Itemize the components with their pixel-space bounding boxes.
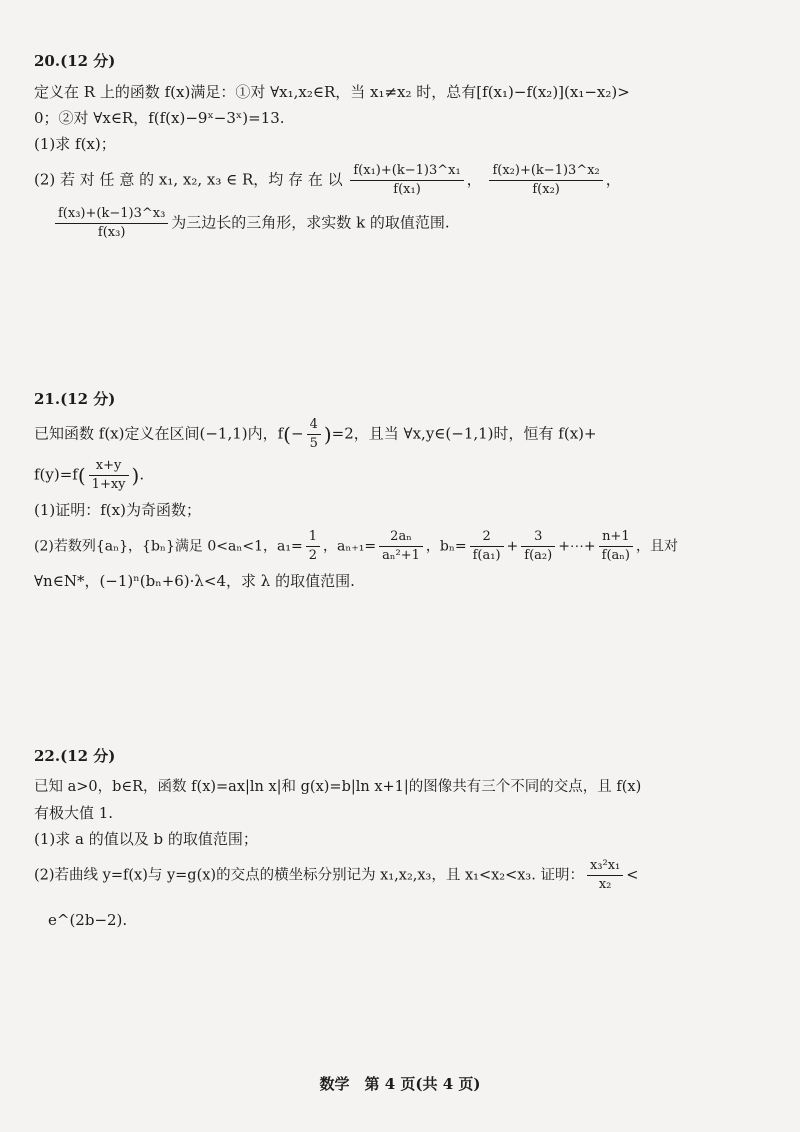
ellipsis-sum: +⋯+ bbox=[558, 538, 596, 555]
problem-21-question-2-line-2: ∀n∈N*，(−1)ⁿ(bₙ+6)·λ<4，求 λ 的取值范围. bbox=[34, 572, 355, 590]
problem-22-statement-line-1: 已知 a>0，b∈R，函数 f(x)=ax|ln x|和 g(x)=b|ln x+1|的图像共有三个不同的交点，且 f(x) bbox=[34, 779, 642, 795]
fraction-term-1 bbox=[470, 529, 504, 564]
side-fraction-2 bbox=[489, 163, 602, 198]
problem-20-question-2-line-1 bbox=[34, 163, 764, 198]
fraction-ratio bbox=[587, 858, 623, 893]
question-2-lead-text: (2) 若 对 任 意 的 x₁, x₂, x₃ ∈ R，均 存 在 以 bbox=[34, 170, 343, 189]
problem-21 bbox=[34, 388, 764, 594]
fraction-numerator: 1 bbox=[306, 529, 320, 547]
statement-text: 已知函数 f(x)定义在区间(−1,1)内，f bbox=[34, 424, 284, 443]
fraction-neg-four-fifths bbox=[307, 417, 321, 452]
fraction-numerator: 3 bbox=[521, 529, 555, 547]
problem-22 bbox=[34, 745, 764, 933]
problem-20-statement-line-1: 定义在 R 上的函数 f(x)满足：①对 ∀x₁,x₂∈R，当 x₁≠x₂ 时，总有[f(x₁)−f(x₂)](x₁−x₂)> bbox=[34, 83, 630, 101]
fraction-numerator: f(x₂)+(k−1)3^x₂ bbox=[489, 163, 602, 181]
problem-21-question-2-line-1: (2)若数列{aₙ}，{bₙ}满足 0<aₙ<1，a₁= $\frac{1}{2}$ ，aₙ₊₁= $\frac{\text{2aₙ}}{\text{aₙ²+1}}$ ，bₙ= $\frac{2}{\text{f(a₁)}}$ + $\frac{3}{\text{f(a₂)}}$ +⋯+ $\frac{n+1}{\text{f(aₙ)}}$ ，且对 bbox=[34, 529, 679, 563]
fraction-numerator: 4 bbox=[307, 417, 321, 435]
fraction-term-n bbox=[599, 529, 633, 564]
problem-22-statement-line-2: 有极大值 1. bbox=[34, 804, 114, 822]
fraction-denominator: f(a₂) bbox=[524, 548, 553, 563]
fraction-numerator: 2aₙ bbox=[379, 529, 423, 547]
fraction-one-half bbox=[306, 529, 320, 564]
problem-21-statement-line-1: 已知函数 f(x)定义在区间(−1,1)内，f(− $\frac{4}{5}$ )=2，且当 ∀x,y∈(−1,1)时，恒有 f(x)+ bbox=[34, 417, 597, 451]
left-paren: ( bbox=[283, 422, 291, 447]
problem-20-header: 20.(12 分) bbox=[34, 52, 116, 70]
fraction-denominator: aₙ²+1 bbox=[382, 548, 420, 563]
fraction-numerator: f(x₃)+(k−1)3^x₃ bbox=[55, 206, 168, 224]
right-paren: ) bbox=[131, 463, 140, 488]
question-text: ，且对 bbox=[636, 538, 679, 555]
question-text: (2)若曲线 y=f(x)与 y=g(x)的交点的横坐标分别记为 x₁,x₂,x₃，且 x₁<x₂<x₃. 证明： bbox=[34, 867, 584, 884]
problem-20 bbox=[34, 50, 764, 241]
separator: ， bbox=[466, 170, 482, 189]
problem-21-statement-line-2 bbox=[34, 458, 764, 493]
side-fraction-1 bbox=[350, 163, 463, 198]
problem-22-question-2-line-1 bbox=[34, 858, 764, 893]
fraction-denominator: 1+xy bbox=[91, 477, 126, 492]
left-paren: ( bbox=[77, 463, 86, 488]
fraction-recurrence bbox=[379, 529, 423, 564]
fraction-denominator: f(x₂) bbox=[532, 182, 560, 197]
statement-text: =2，且当 ∀x,y∈(−1,1)时，恒有 f(x)+ bbox=[331, 424, 597, 443]
page-footer: 数学 第 4 页(共 4 页) bbox=[319, 1075, 481, 1093]
question-text: ，aₙ₊₁= bbox=[322, 538, 377, 555]
fraction-term-2 bbox=[521, 529, 555, 564]
question-2-tail-text: 为三边长的三角形，求实数 k 的取值范围. bbox=[171, 213, 450, 232]
fraction-denominator: f(aₙ) bbox=[601, 548, 631, 563]
fraction-numerator: x+y bbox=[89, 458, 129, 476]
fraction-denominator: x₂ bbox=[598, 877, 612, 892]
fraction-denominator: 2 bbox=[308, 548, 317, 563]
problem-21-question-1: (1)证明：f(x)为奇函数； bbox=[34, 501, 201, 519]
side-fraction-3 bbox=[55, 206, 168, 241]
fraction-sum-formula bbox=[89, 458, 129, 493]
question-text: (2)若数列{aₙ}，{bₙ}满足 0<aₙ<1，a₁= bbox=[34, 538, 303, 555]
problem-22-question-1: (1)求 a 的值以及 b 的取值范围； bbox=[34, 830, 258, 848]
question-text: ，bₙ= bbox=[425, 538, 467, 555]
fraction-numerator: f(x₁)+(k−1)3^x₁ bbox=[350, 163, 463, 181]
problem-22-header: 22.(12 分) bbox=[34, 747, 116, 765]
separator: ， bbox=[605, 170, 621, 189]
less-than-sign: < bbox=[626, 867, 639, 884]
problem-20-question-1: (1)求 f(x)； bbox=[34, 135, 116, 153]
problem-20-statement-line-2: 0；②对 ∀x∈R，f(f(x)−9ˣ−3ˣ)=13. bbox=[34, 109, 285, 127]
fraction-denominator: f(x₃) bbox=[97, 225, 126, 240]
fraction-numerator: 2 bbox=[470, 529, 504, 547]
statement-text: f(y)=f bbox=[34, 465, 78, 484]
problem-20-question-2-line-2 bbox=[52, 206, 764, 241]
fraction-denominator: f(a₁) bbox=[472, 548, 501, 563]
fraction-numerator: n+1 bbox=[599, 529, 633, 547]
right-paren: ) bbox=[323, 422, 332, 447]
statement-text: . bbox=[139, 465, 145, 484]
fraction-denominator: 5 bbox=[309, 436, 318, 451]
problem-22-question-2-line-2: e^(2b−2). bbox=[48, 911, 128, 929]
fraction-numerator: x₃²x₁ bbox=[587, 858, 623, 876]
fraction-denominator: f(x₁) bbox=[393, 182, 421, 197]
problem-21-header: 21.(12 分) bbox=[34, 390, 116, 408]
